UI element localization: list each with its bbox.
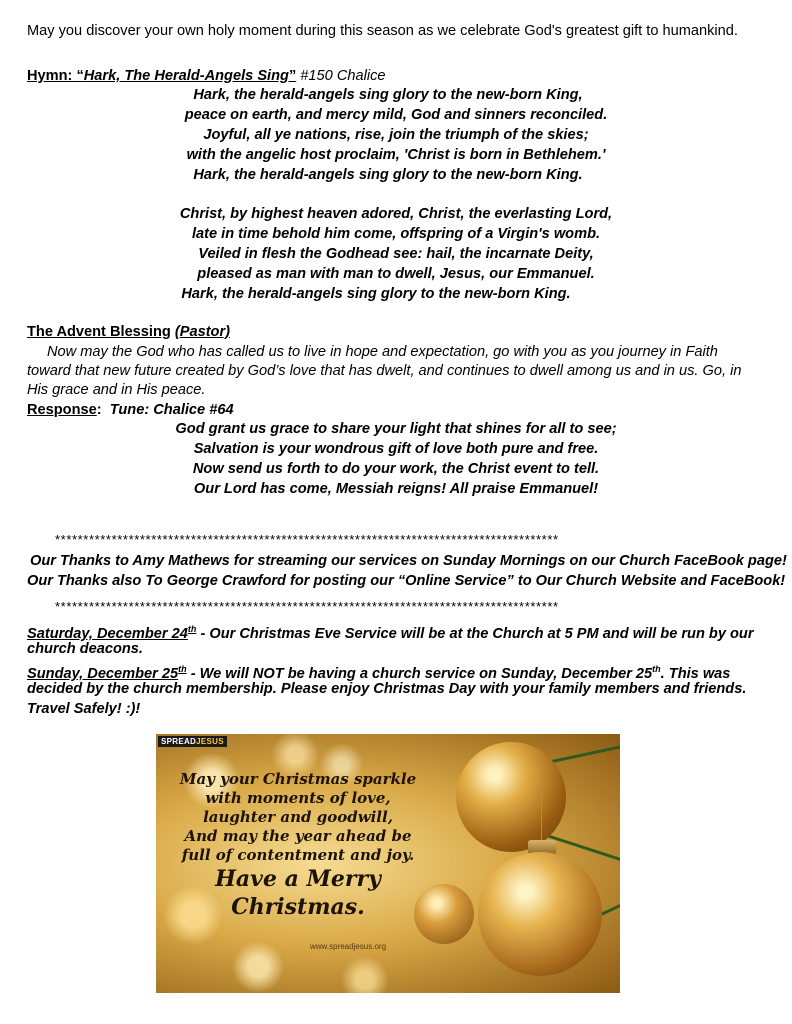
intro-text: May you discover your own holy moment during this season as we celebrate God's greatest gift to humankind.: [27, 23, 738, 39]
gold-ornament: [414, 884, 474, 944]
card-url: www.spreadjesus.org: [310, 942, 387, 951]
thanks-line: Our Thanks to Amy Mathews for streaming our services on Sunday Mornings on our Church FaceBook page!: [30, 553, 787, 569]
separator-bottom: *****************************************************************************************: [55, 599, 559, 614]
blessing-heading: The Advent Blessing (Pastor): [27, 324, 231, 340]
separator-top: *****************************************************************************************: [55, 532, 559, 547]
hymn-heading: [27, 67, 386, 86]
announcement-sunday: Sunday, December 25th - We will NOT be having a church service on Sunday, December 25th. This was: [27, 664, 731, 682]
announcement-saturday: Saturday, December 24th - Our Christmas Eve Service will be at the Church at 5 PM and will be run by our: [27, 624, 754, 642]
thanks-line: Our Thanks also To George Crawford for posting our “Online Service” to Our Church Website and FaceBook!: [27, 573, 786, 589]
verse-line: pleased as man with man to dwell, Jesus, our Emmanuel.: [197, 266, 595, 282]
verse-line: Christ, by highest heaven adored, Christ, the everlasting Lord,: [179, 206, 613, 222]
response-heading: Response: Tune: Chalice #64: [27, 402, 234, 418]
spreadjesus-logo: SPREADJESUS: [158, 736, 227, 747]
hymn-ref: #150 Chalice: [300, 68, 386, 84]
ornament-string: [541, 794, 542, 842]
verse-line: Veiled in flesh the Godhead see: hail, the incarnate Deity,: [198, 246, 594, 262]
card-closing: Have a Merry Christmas.: [215, 866, 381, 920]
gold-ornament: [478, 852, 602, 976]
card-message: May your Christmas sparkle with moments of love, laughter and goodwill, And may the year ahead be full of contentment and joy. Have a Merry Christmas.: [179, 770, 417, 920]
announcement-saturday-cont: church deacons.: [27, 641, 143, 657]
announcement-sunday-cont: Travel Safely! :)!: [27, 701, 141, 717]
verse-line: Hark, the herald-angels sing glory to the new-born King.: [181, 286, 571, 302]
verse-line: with the angelic host proclaim, 'Christ is born in Bethlehem.': [186, 147, 606, 163]
verse-line: Hark, the herald-angels sing glory to the new-born King.: [193, 167, 583, 183]
verse-line: Hark, the herald-angels sing glory to the new-born King,: [193, 87, 583, 103]
verse-line: late in time behold him come, offspring of a Virgin's womb.: [191, 226, 601, 242]
announcement-sunday-cont: decided by the church membership. Please enjoy Christmas Day with your family members and friends.: [27, 681, 747, 697]
hymn-label: Hymn: “Hark, The Herald-Angels Sing”: [27, 68, 297, 84]
verse-line: peace on earth, and mercy mild, God and sinners reconciled.: [184, 107, 608, 123]
christmas-greeting-image: [156, 734, 620, 993]
gold-ornament: [456, 742, 566, 852]
verse-line: Joyful, all ye nations, rise, join the triumph of the skies;: [203, 127, 589, 143]
